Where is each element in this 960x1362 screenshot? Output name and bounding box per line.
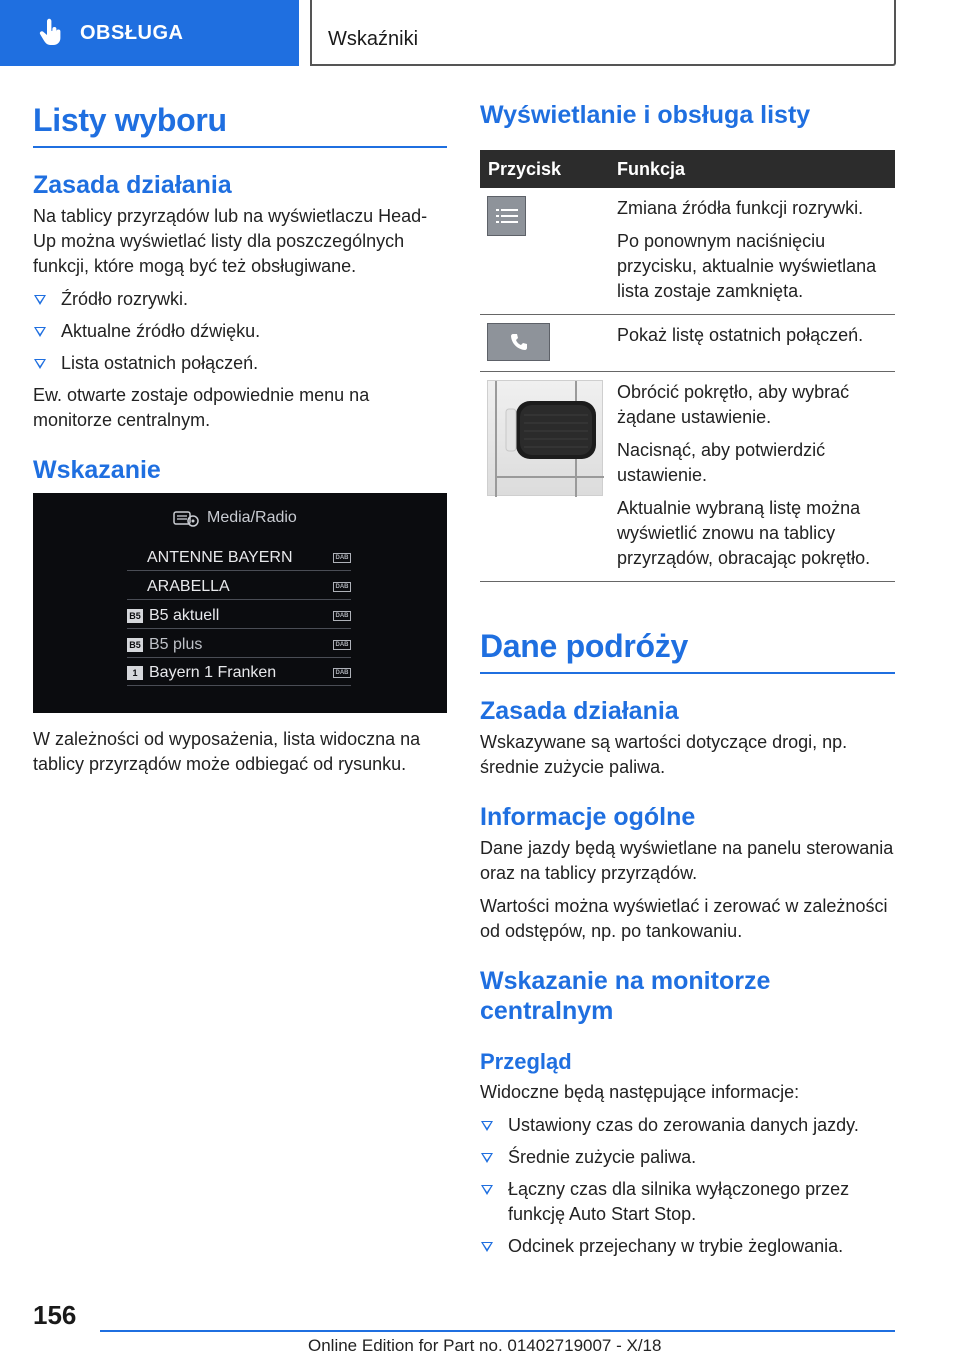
dab-badge: DAB [333,582,351,592]
table-header-button: Przycisk [480,150,609,188]
monitor-heading: Wskazanie na monitorze centralnym [480,967,771,1025]
station-row: B5 B5 aktuell DAB [127,603,351,629]
station-logo: 1 [127,666,143,680]
media-list-screenshot [33,493,447,713]
trip-data-title: Dane podróży [480,626,895,674]
general-text-2: Wartości można wyświetlać i zerować w zależności od odstępów, np. po tankowaniu. [480,896,888,941]
triangle-bullet-icon [34,327,46,337]
station-row: ARABELLA DAB [127,574,351,600]
media-radio-icon [173,509,199,527]
overview-heading: Przegląd [480,1049,572,1074]
table-row: Zmiana źródła funkcji rozrywki. Po ponownym naciśnięciu przycisku, aktualnie wyświetlana lista zostaje zamknięta. [480,188,895,315]
overview-list [480,1113,895,1259]
dab-badge: DAB [333,668,351,678]
station-row: 1 Bayern 1 Franken DAB [127,660,351,686]
table-row: Obrócić pokrętło, aby wybrać żądane ustawienie. Nacisnąć, aby potwierdzić ustawienie. Aktualnie wybraną listę można wyświetlić znowu na tablicy przyrządów, obracając pokrętło. [480,372,895,582]
chapter-header [310,0,896,66]
image-caption: W zależności od wyposażenia, lista widoczna na tablicy przyrządów może odbiegać od rysunku. [33,729,421,774]
selection-lists-title: Listy wyboru [33,100,447,148]
list-item: Lista ostatnich połączeń. [33,351,447,376]
rotary-knob-image [487,380,603,496]
section-label: OBSŁUGA [80,21,184,44]
source-list [33,287,447,376]
button-function-table [480,150,895,582]
left-column [33,100,447,785]
trip-principle-heading: Zasada działania [480,697,679,725]
list-item: Łączny czas dla silnika wyłączonego przez funkcję Auto Start Stop. [480,1177,895,1227]
triangle-bullet-icon [481,1185,493,1195]
trip-principle-text: Wskazywane są wartości dotyczące drogi, np. średnie zużycie paliwa. [480,732,848,777]
principle-heading: Zasada działania [33,171,232,199]
list-item: Odcinek przejechany w trybie żeglowania. [480,1234,895,1259]
station-logo: B5 [127,638,143,652]
chapter-label: Wskaźniki [328,28,419,50]
phone-icon [509,332,529,352]
display-heading: Wskazanie [33,456,161,484]
table-header-row [480,150,895,188]
station-row: B5 B5 plus DAB [127,632,351,658]
triangle-bullet-icon [481,1242,493,1252]
table-row: Pokaż listę ostatnich połączeń. [480,315,895,372]
footer-rule [100,1330,895,1332]
dab-badge: DAB [333,640,351,650]
hand-pointer-icon [36,18,66,48]
page-number: 156 [33,1300,77,1330]
dab-badge: DAB [333,611,351,621]
table-header-function: Funkcja [609,150,895,188]
list-item: Średnie zużycie paliwa. [480,1145,895,1170]
edition-info: Online Edition for Part no. 01402719007 - X/18 [308,1336,662,1355]
station-row: ANTENNE BAYERN DAB [127,545,351,571]
list-button [487,196,526,236]
list-operation-heading: Wyświetlanie i obsługa listy [480,101,811,129]
menu-note: Ew. otwarte zostaje odpowiednie menu na monitorze centralnym. [33,385,370,430]
phone-button [487,323,550,361]
list-icon [496,208,518,224]
triangle-bullet-icon [34,295,46,305]
triangle-bullet-icon [481,1153,493,1163]
section-tab [0,0,299,66]
screen-header-label: Media/Radio [207,509,297,526]
right-column [480,100,895,1266]
screen-header [173,509,297,527]
dab-badge: DAB [333,553,351,563]
principle-text: Na tablicy przyrządów lub na wyświetlaczu Head-Up można wyświetlać listy dla poszczególnych funkcji, które mogą być też obsługiwane. [33,206,428,276]
general-text-1: Dane jazdy będą wyświetlane na panelu sterowania oraz na tablicy przyrządów. [480,838,894,883]
rotary-controller-icon [488,381,604,497]
triangle-bullet-icon [34,359,46,369]
station-logo: B5 [127,609,143,623]
triangle-bullet-icon [481,1121,493,1131]
list-item: Aktualne źródło dźwięku. [33,319,447,344]
overview-text: Widoczne będą następujące informacje: [480,1082,800,1102]
general-info-heading: Informacje ogólne [480,803,696,831]
list-item: Ustawiony czas do zerowania danych jazdy. [480,1113,895,1138]
list-item: Źródło rozrywki. [33,287,447,312]
